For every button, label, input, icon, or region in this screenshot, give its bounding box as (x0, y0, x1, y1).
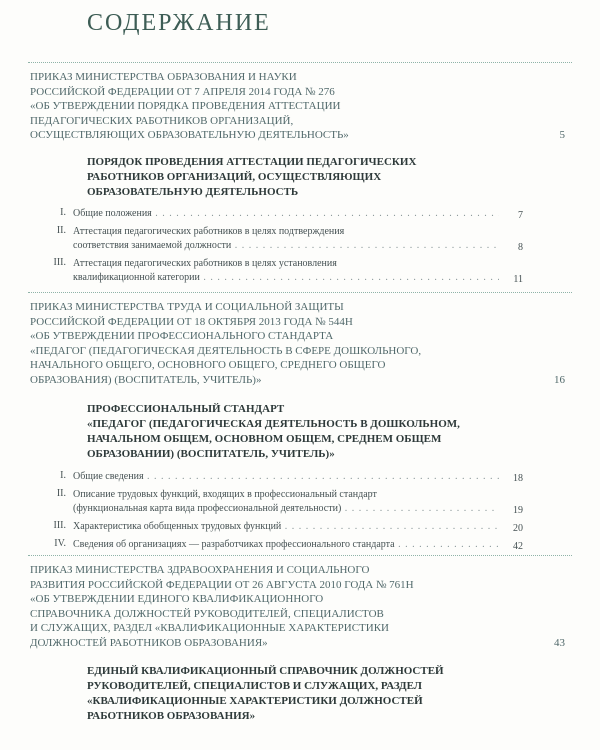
subtitle-line: РАБОТНИКОВ ОБРАЗОВАНИЯ» (87, 710, 256, 722)
section1-subtitle (87, 155, 527, 200)
section1-entries (28, 207, 523, 289)
heading-line: ДОЛЖНОСТЕЙ РАБОТНИКОВ ОБРАЗОВАНИЯ» (30, 636, 268, 649)
section1-heading[interactable] (30, 70, 565, 143)
entry-text: Аттестация педагогических работников в целях подтверждения (73, 226, 345, 237)
subtitle-line: РАБОТНИКОВ ОРГАНИЗАЦИЙ, ОСУЩЕСТВЛЯЮЩИХ (87, 171, 382, 183)
entry-text: Аттестация педагогических работников в целях установления (73, 258, 337, 269)
entry-number: III. (53, 520, 66, 531)
entry-page: 42 (513, 541, 523, 552)
entry-page: 11 (513, 274, 523, 285)
heading-line: РОССИЙСКОЙ ФЕДЕРАЦИИ ОТ 18 ОКТЯБРЯ 2013 ГОДА № 544Н (30, 315, 353, 328)
entry-number: II. (56, 225, 66, 236)
heading-line: ПЕДАГОГИЧЕСКИХ РАБОТНИКОВ ОРГАНИЗАЦИЙ, (30, 114, 294, 127)
entry-number: I. (60, 207, 66, 218)
entry-number: I. (60, 470, 66, 481)
page-number: 16 (554, 373, 565, 386)
heading-line: «ОБ УТВЕРЖДЕНИИ ПОРЯДКА ПРОВЕДЕНИЯ АТТЕСТАЦИИ (30, 100, 341, 112)
subtitle-line: ОБРАЗОВАТЕЛЬНУЮ ДЕЯТЕЛЬНОСТЬ (87, 186, 299, 198)
toc-entry[interactable] (28, 225, 523, 257)
heading-line: ПРИКАЗ МИНИСТЕРСТВА ЗДРАВООХРАНЕНИЯ И СОЦИАЛЬНОГО (30, 564, 370, 576)
subtitle-line: РУКОВОДИТЕЛЕЙ, СПЕЦИАЛИСТОВ И СЛУЖАЩИХ, РАЗДЕЛ (87, 680, 423, 692)
page-number: 5 (559, 129, 565, 141)
subtitle-line: ПРОФЕССИОНАЛЬНЫЙ СТАНДАРТ (87, 403, 285, 415)
section3-heading[interactable] (30, 563, 565, 650)
entry-text: квалификационной категории . . . (73, 271, 499, 285)
section-divider (28, 555, 572, 556)
heading-line: ОБРАЗОВАНИЯ) (ВОСПИТАТЕЛЬ, УЧИТЕЛЬ)» (30, 373, 262, 386)
entry-page: 20 (513, 523, 523, 534)
heading-line: И СЛУЖАЩИХ, РАЗДЕЛ «КВАЛИФИКАЦИОННЫЕ ХАРАКТЕРИСТИКИ (30, 622, 389, 634)
heading-line: РАЗВИТИЯ РОССИЙСКОЙ ФЕДЕРАЦИИ ОТ 26 АВГУСТА 2010 ГОДА № 761Н (30, 578, 414, 591)
entry-page: 18 (513, 473, 523, 484)
entry-number: III. (53, 257, 66, 268)
entry-page: 19 (513, 505, 523, 516)
entry-text: Общие сведения . . . (73, 470, 499, 484)
heading-line: ОСУЩЕСТВЛЯЮЩИХ ОБРАЗОВАТЕЛЬНУЮ ДЕЯТЕЛЬНОСТЬ» (30, 129, 349, 141)
subtitle-line: ОБРАЗОВАНИИ) (ВОСПИТАТЕЛЬ, УЧИТЕЛЬ)» (87, 448, 335, 460)
toc-entry[interactable] (28, 488, 523, 520)
heading-line: СПРАВОЧНИКА ДОЛЖНОСТЕЙ РУКОВОДИТЕЛЕЙ, СПЕЦИАЛИСТОВ (30, 607, 384, 620)
entry-text: Общие положения . . . (73, 207, 499, 221)
section-divider (28, 62, 572, 63)
heading-line: ПРИКАЗ МИНИСТЕРСТВА ТРУДА И СОЦИАЛЬНОЙ ЗАЩИТЫ (30, 301, 344, 313)
section2-subtitle (87, 402, 527, 462)
toc-entry[interactable] (28, 520, 523, 538)
heading-line: «ОБ УТВЕРЖДЕНИИ ПРОФЕССИОНАЛЬНОГО СТАНДАРТА (30, 330, 334, 342)
entry-number: II. (56, 488, 66, 499)
toc-entry[interactable] (28, 207, 523, 225)
entry-text: Характеристика обобщенных трудовых функций . . . (73, 520, 499, 534)
subtitle-line: «ПЕДАГОГ (ПЕДАГОГИЧЕСКАЯ ДЕЯТЕЛЬНОСТЬ В ДОШКОЛЬНОМ, (87, 418, 460, 430)
page-title: СОДЕРЖАНИЕ (87, 10, 271, 36)
subtitle-line: ЕДИНЫЙ КВАЛИФИКАЦИОННЫЙ СПРАВОЧНИК ДОЛЖНОСТЕЙ (87, 665, 444, 677)
subtitle-line: «КВАЛИФИКАЦИОННЫЕ ХАРАКТЕРИСТИКИ ДОЛЖНОСТЕЙ (87, 695, 423, 707)
section-divider (28, 292, 572, 293)
subtitle-line: ПОРЯДОК ПРОВЕДЕНИЯ АТТЕСТАЦИИ ПЕДАГОГИЧЕСКИХ (87, 156, 417, 168)
entry-text: Сведения об организациях — разработчиках профессионального стандарта . . . (73, 538, 499, 552)
entry-page: 7 (518, 210, 523, 221)
subtitle-line: НАЧАЛЬНОМ ОБЩЕМ, ОСНОВНОМ ОБЩЕМ, СРЕДНЕМ ОБЩЕМ (87, 433, 442, 445)
entry-text: соответствия занимаемой должности . . . (73, 239, 499, 253)
toc-entry[interactable] (28, 257, 523, 289)
entry-text: Описание трудовых функций, входящих в профессиональный стандарт (73, 489, 377, 500)
section2-entries (28, 470, 523, 556)
heading-line: ПРИКАЗ МИНИСТЕРСТВА ОБРАЗОВАНИЯ И НАУКИ (30, 71, 297, 83)
page-number: 43 (554, 636, 565, 649)
entry-number: IV. (54, 538, 66, 549)
entry-text: (функциональная карта вида профессиональной деятельности) . . . (73, 502, 499, 516)
heading-line: «ОБ УТВЕРЖДЕНИИ ЕДИНОГО КВАЛИФИКАЦИОННОГО (30, 593, 324, 605)
heading-line: НАЧАЛЬНОГО ОБЩЕГО, ОСНОВНОГО ОБЩЕГО, СРЕДНЕГО ОБЩЕГО (30, 359, 386, 371)
section2-heading[interactable] (30, 300, 565, 387)
section3-subtitle (87, 664, 527, 724)
toc-entry[interactable] (28, 538, 523, 556)
heading-line: РОССИЙСКОЙ ФЕДЕРАЦИИ ОТ 7 АПРЕЛЯ 2014 ГОДА № 276 (30, 85, 335, 98)
toc-entry[interactable] (28, 470, 523, 488)
entry-page: 8 (518, 242, 523, 253)
heading-line: «ПЕДАГОГ (ПЕДАГОГИЧЕСКАЯ ДЕЯТЕЛЬНОСТЬ В СФЕРЕ ДОШКОЛЬНОГО, (30, 344, 422, 357)
